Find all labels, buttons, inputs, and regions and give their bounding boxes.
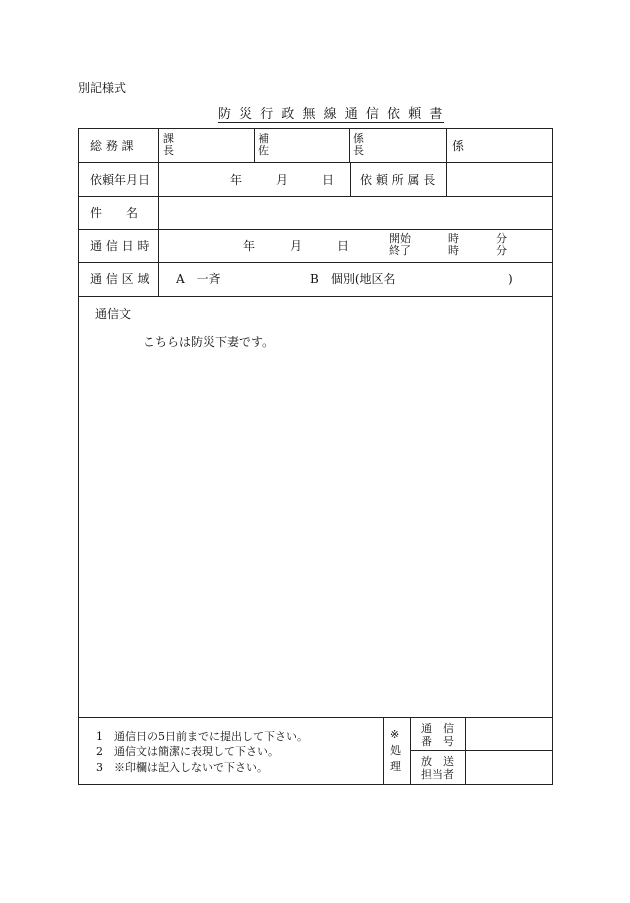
comm-year-label: 年 bbox=[243, 239, 256, 253]
column-divider bbox=[465, 717, 466, 784]
section-chief-stamp-label: 課 長 bbox=[163, 132, 174, 157]
table-border-right bbox=[552, 128, 553, 785]
column-divider bbox=[383, 717, 384, 784]
request-year-label: 年 bbox=[230, 173, 243, 187]
subject-label: 件 名 bbox=[90, 206, 139, 220]
note-item: 2 通信文は簡潔に表現して下さい。 bbox=[96, 745, 279, 758]
request-day-label: 日 bbox=[322, 173, 335, 187]
comm-day-label: 日 bbox=[337, 239, 350, 253]
minute-labels: 分 分 bbox=[496, 232, 507, 257]
note-item: 3 ※印欄は記入しないで下さい。 bbox=[96, 761, 268, 774]
area-option-all[interactable]: A 一斉 bbox=[176, 272, 221, 286]
area-close-paren: ) bbox=[508, 272, 513, 286]
column-divider bbox=[158, 128, 159, 296]
note-item: 1 通信日の5日前までに提出して下さい。 bbox=[96, 730, 308, 743]
column-divider bbox=[254, 128, 255, 162]
chief-stamp-label: 係 長 bbox=[353, 132, 364, 157]
comm-number-label: 通 信 番 号 bbox=[421, 722, 454, 748]
area-option-individual[interactable]: B 個別(地区名 bbox=[310, 272, 396, 286]
message-body[interactable]: こちらは防災下妻です。 bbox=[143, 335, 275, 349]
requester-label: 依 頼 所 属 長 bbox=[360, 173, 436, 187]
row-divider bbox=[78, 262, 553, 263]
comm-area-label: 通 信 区 域 bbox=[90, 272, 150, 286]
broadcast-staff-label: 放 送 担当者 bbox=[421, 755, 454, 781]
processing-label: ※ 処 理 bbox=[390, 728, 401, 773]
row-divider bbox=[410, 750, 553, 751]
row-divider bbox=[78, 196, 553, 197]
column-divider bbox=[410, 717, 411, 784]
table-border-bottom bbox=[78, 784, 553, 785]
hour-labels: 時 時 bbox=[448, 232, 459, 257]
message-label: 通信文 bbox=[95, 307, 132, 321]
request-date-label: 依頼年月日 bbox=[90, 173, 151, 187]
assistant-stamp-label: 補 佐 bbox=[258, 132, 269, 157]
staff-stamp-label: 係 bbox=[452, 139, 465, 153]
column-divider bbox=[350, 162, 351, 196]
row-divider bbox=[78, 229, 553, 230]
attachment-label: 別記様式 bbox=[78, 81, 127, 95]
column-divider bbox=[446, 128, 447, 162]
row-divider bbox=[78, 296, 553, 297]
row-divider bbox=[78, 717, 553, 718]
request-month-label: 月 bbox=[276, 173, 289, 187]
row-divider bbox=[78, 128, 553, 129]
table-border-left bbox=[78, 128, 79, 785]
form-title: 防 災 行 政 無 線 通 信 依 頼 書 bbox=[218, 107, 445, 122]
start-end-label: 開始 終了 bbox=[389, 232, 411, 257]
column-divider bbox=[446, 162, 447, 196]
row-divider bbox=[78, 162, 553, 163]
general-affairs-label: 総 務 課 bbox=[90, 139, 134, 153]
comm-month-label: 月 bbox=[290, 239, 303, 253]
comm-datetime-label: 通 信 日 時 bbox=[90, 239, 150, 253]
column-divider bbox=[349, 128, 350, 162]
